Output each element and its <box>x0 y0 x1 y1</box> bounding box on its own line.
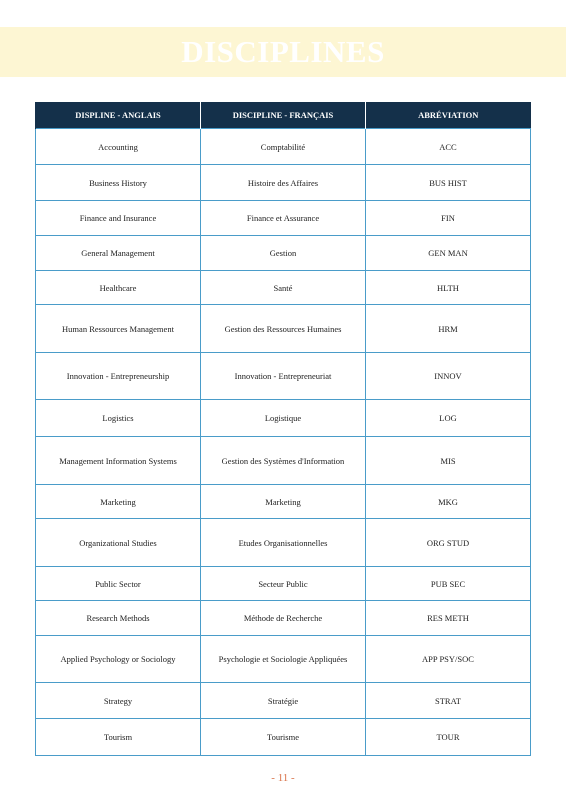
cell-french: Etudes Organisationnelles <box>201 519 366 567</box>
cell-abbreviation: HRM <box>366 305 531 353</box>
page-number: - 11 - <box>271 772 295 784</box>
table-row <box>36 201 531 236</box>
title-banner <box>0 27 566 77</box>
cell-abbreviation: ACC <box>366 129 531 165</box>
table-row <box>36 353 531 400</box>
cell-english: Management Information Systems <box>36 437 201 485</box>
table-row <box>36 683 531 719</box>
table-row <box>36 485 531 519</box>
table-row <box>36 129 531 165</box>
column-header-french: DISCIPLINE - FRANÇAIS <box>201 102 366 129</box>
cell-abbreviation: MIS <box>366 437 531 485</box>
table-row <box>36 567 531 601</box>
cell-french: Finance et Assurance <box>201 201 366 236</box>
cell-french: Secteur Public <box>201 567 366 601</box>
table-row <box>36 636 531 683</box>
table-row <box>36 400 531 437</box>
cell-french: Santé <box>201 271 366 305</box>
cell-abbreviation: PUB SEC <box>366 567 531 601</box>
table-row <box>36 601 531 636</box>
cell-abbreviation: BUS HIST <box>366 165 531 201</box>
cell-english: Strategy <box>36 683 201 719</box>
cell-english: Public Sector <box>36 567 201 601</box>
cell-english: Logistics <box>36 400 201 437</box>
cell-abbreviation: LOG <box>366 400 531 437</box>
table-row <box>36 519 531 567</box>
cell-abbreviation: INNOV <box>366 353 531 400</box>
cell-french: Stratégie <box>201 683 366 719</box>
cell-english: Healthcare <box>36 271 201 305</box>
table-header-row <box>36 102 531 129</box>
cell-french: Gestion des Systèmes d'Information <box>201 437 366 485</box>
cell-french: Tourisme <box>201 719 366 756</box>
cell-english: Research Methods <box>36 601 201 636</box>
table-row <box>36 236 531 271</box>
table-row <box>36 165 531 201</box>
cell-abbreviation: STRAT <box>366 683 531 719</box>
cell-french: Histoire des Affaires <box>201 165 366 201</box>
cell-abbreviation: FIN <box>366 201 531 236</box>
cell-abbreviation: APP PSY/SOC <box>366 636 531 683</box>
cell-english: Accounting <box>36 129 201 165</box>
cell-french: Gestion <box>201 236 366 271</box>
cell-english: Business History <box>36 165 201 201</box>
cell-english: Finance and Insurance <box>36 201 201 236</box>
table-row <box>36 305 531 353</box>
column-header-abbreviation: ABRÉVIATION <box>366 102 531 129</box>
cell-french: Marketing <box>201 485 366 519</box>
cell-french: Innovation - Entrepreneuriat <box>201 353 366 400</box>
cell-abbreviation: ORG STUD <box>366 519 531 567</box>
cell-abbreviation: HLTH <box>366 271 531 305</box>
cell-english: Innovation - Entrepreneurship <box>36 353 201 400</box>
cell-french: Psychologie et Sociologie Appliquées <box>201 636 366 683</box>
table-row <box>36 437 531 485</box>
cell-french: Comptabilité <box>201 129 366 165</box>
cell-english: Applied Psychology or Sociology <box>36 636 201 683</box>
disciplines-table <box>35 102 531 756</box>
table-row <box>36 271 531 305</box>
cell-french: Logistique <box>201 400 366 437</box>
cell-french: Gestion des Ressources Humaines <box>201 305 366 353</box>
cell-english: General Management <box>36 236 201 271</box>
cell-abbreviation: RES METH <box>366 601 531 636</box>
cell-abbreviation: GEN MAN <box>366 236 531 271</box>
cell-english: Marketing <box>36 485 201 519</box>
cell-english: Organizational Studies <box>36 519 201 567</box>
column-header-english: DISPLINE - ANGLAIS <box>36 102 201 129</box>
page-title: DISCIPLINES <box>181 34 385 69</box>
cell-french: Méthode de Recherche <box>201 601 366 636</box>
cell-english: Tourism <box>36 719 201 756</box>
cell-english: Human Ressources Management <box>36 305 201 353</box>
table-row <box>36 719 531 756</box>
cell-abbreviation: MKG <box>366 485 531 519</box>
cell-abbreviation: TOUR <box>366 719 531 756</box>
